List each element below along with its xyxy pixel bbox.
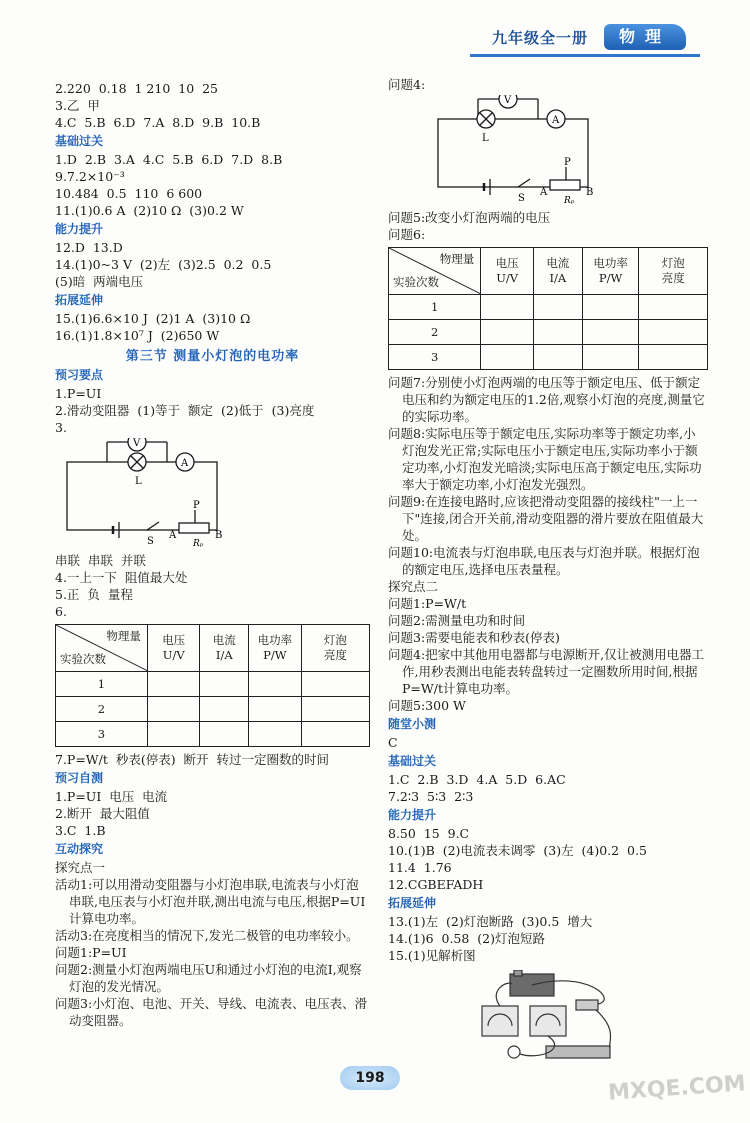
heading-ability-right: 能力提升 bbox=[388, 808, 437, 822]
answer-line: 4.一上一下 阻值最大处 bbox=[55, 570, 188, 585]
terminal-b-label: B bbox=[215, 530, 223, 541]
col-power: 电功率 bbox=[257, 633, 293, 647]
table-diag-top: 物理量 bbox=[106, 629, 141, 643]
col-brightness-unit: 亮度 bbox=[323, 648, 347, 662]
switch-label: S bbox=[147, 536, 154, 547]
answer-line: 6. bbox=[55, 604, 67, 619]
answer-line: 15.(1)6.6×10 J (2)1 A (3)10 Ω bbox=[55, 311, 251, 326]
ammeter-label: A bbox=[552, 115, 560, 126]
answer-line: 1.D 2.B 3.A 4.C 5.B 6.D 7.D 8.B bbox=[55, 152, 283, 167]
voltmeter-label: V bbox=[504, 95, 512, 106]
left-column bbox=[55, 80, 370, 1029]
col-brightness: 灯泡 bbox=[323, 633, 347, 647]
answer-line: 10.(1)B (2)电流表未调零 (3)左 (4)0.2 0.5 bbox=[388, 843, 647, 858]
answer-line: 2.220 0.18 1 210 10 25 bbox=[55, 81, 219, 96]
table-diag-bottom: 实验次数 bbox=[60, 652, 106, 666]
answer-line: 活动1:可以用滑动变阻器与小灯泡串联,电流表与小灯泡串联,电压表与小灯泡并联,测出电流与电压,根据P=UI计算电功率。 bbox=[55, 877, 366, 926]
answer-block-extend bbox=[55, 310, 370, 344]
answer-line: 问题3:需要电能表和秒表(停表) bbox=[388, 630, 560, 645]
answer-line: 活动3:在亮度相当的情况下,发光二极管的电功率较小。 bbox=[55, 928, 359, 943]
question-6-label: 问题6: bbox=[388, 227, 426, 242]
right-column bbox=[388, 76, 708, 1070]
answer-line: 13.(1)左 (2)灯泡断路 (3)0.5 增大 bbox=[388, 914, 593, 929]
answer-line: 9.7.2×10⁻³ bbox=[55, 169, 125, 184]
section-title: 第三节 测量小灯泡的电功率 bbox=[125, 349, 300, 364]
col-current: 电流 bbox=[546, 256, 570, 270]
experiment-table-right bbox=[388, 247, 708, 370]
lamp-label: L bbox=[135, 476, 142, 487]
col-voltage: 电压 bbox=[495, 256, 519, 270]
answer-line: 12.D 13.D bbox=[55, 240, 123, 255]
table-diag-bottom: 实验次数 bbox=[393, 275, 439, 289]
answer-line: 16.(1)1.8×10⁷ J (2)650 W bbox=[55, 328, 220, 343]
answer-block-extend-right bbox=[388, 913, 708, 964]
terminal-a-label: A bbox=[540, 187, 548, 198]
answer-line: 问题10:电流表与灯泡串联,电压表与灯泡并联。根据灯泡的额定电压,选择电压表量程。 bbox=[388, 545, 700, 577]
answer-line: 8.50 15 9.C bbox=[388, 826, 470, 841]
switch-label: S bbox=[518, 193, 525, 204]
table-row: 3 bbox=[389, 345, 708, 370]
answer-line: 问题9:在连接电路时,应该把滑动变阻器的接线柱"一上一下"连接,闭合开关前,滑动变阻器的滑片要放在阻值最大处。 bbox=[388, 494, 704, 543]
answer-line: 问题2:需测量电功和时间 bbox=[388, 613, 526, 628]
answer-line: 4.C 5.B 6.D 7.A 8.D 9.B 10.B bbox=[55, 115, 261, 130]
answer-line: 问题3:小灯泡、电池、开关、导线、电流表、电压表、滑动变阻器。 bbox=[55, 996, 368, 1028]
answer-line: 5.正 负 量程 bbox=[55, 587, 133, 602]
page-number: 198 bbox=[340, 1066, 400, 1090]
heading-extend: 拓展延伸 bbox=[55, 293, 104, 307]
rheostat-label: Rₚ bbox=[564, 196, 575, 206]
answer-line: 串联 串联 并联 bbox=[55, 553, 146, 568]
heading-ability: 能力提升 bbox=[55, 222, 104, 236]
answer-block-preview bbox=[55, 385, 370, 436]
answer-line: 探究点一 bbox=[55, 860, 106, 875]
answer-line: C bbox=[388, 735, 398, 750]
col-brightness: 灯泡 bbox=[661, 256, 685, 270]
answer-line: 12.CGBEFADH bbox=[388, 877, 484, 892]
answer-line: 3.C 1.B bbox=[55, 823, 106, 838]
col-current-unit: I/A bbox=[215, 648, 233, 662]
table-row: 1 bbox=[389, 295, 708, 320]
answer-line: 11.4 1.76 bbox=[388, 860, 452, 875]
heading-explore: 互动探究 bbox=[55, 842, 104, 856]
answer-block-ability bbox=[55, 239, 370, 290]
answer-block-quiz bbox=[388, 734, 708, 751]
answer-line: 问题4:把家中其他用电器都与电源断开,仅让被测用电器工作,用秒表测出电能表转盘转过一定圈数所用时间,根据P=W/t计算电功率。 bbox=[388, 647, 705, 696]
answer-line: 14.(1)0~3 V (2)左 (3)2.5 0.2 0.5 bbox=[55, 257, 272, 272]
watermark: MXQE.COM bbox=[607, 1071, 747, 1106]
answer-line: 问题7:分别使小灯泡两端的电压等于额定电压、低于额定电压和约为额定电压的1.2倍,观察小灯泡的亮度,测量它的实际功率。 bbox=[388, 375, 705, 424]
rheostat-label: Rₚ bbox=[193, 539, 204, 549]
table-diag-top: 物理量 bbox=[439, 252, 475, 266]
experiment-table-left bbox=[55, 624, 370, 747]
answer-line: 1.P=UI bbox=[55, 386, 102, 401]
question-5: 问题5:改变小灯泡两端的电压 bbox=[388, 210, 551, 225]
answer-line: (5)暗 两端电压 bbox=[55, 274, 144, 289]
answer-line: 2.滑动变阻器 (1)等于 额定 (2)低于 (3)亮度 bbox=[55, 403, 315, 418]
circuit-diagram-left bbox=[55, 438, 245, 550]
heading-basic-right: 基础过关 bbox=[388, 754, 437, 768]
col-voltage-unit: U/V bbox=[162, 648, 185, 662]
answer-line: 15.(1)见解析图 bbox=[388, 948, 476, 963]
heading-extend-right: 拓展延伸 bbox=[388, 896, 437, 910]
col-current: 电流 bbox=[212, 633, 236, 647]
voltmeter-label: V bbox=[133, 438, 141, 449]
answer-line: 3.乙 甲 bbox=[55, 98, 100, 113]
heading-quiz: 随堂小测 bbox=[388, 717, 437, 731]
heading-preview: 预习要点 bbox=[55, 368, 104, 382]
answer-block-top bbox=[55, 80, 370, 131]
col-brightness-unit: 亮度 bbox=[661, 271, 685, 285]
heading-self-test: 预习自测 bbox=[55, 771, 104, 785]
answer-line: 3. bbox=[55, 420, 67, 435]
lamp-label: L bbox=[482, 133, 489, 144]
answer-block-basic-right bbox=[388, 771, 708, 805]
table-row: 1 bbox=[56, 672, 370, 697]
answer-block-after-circuit bbox=[55, 552, 370, 620]
answer-line: 10.484 0.5 110 6 600 bbox=[55, 186, 203, 201]
col-voltage-unit: U/V bbox=[496, 271, 519, 285]
answer-block-after-table bbox=[55, 751, 370, 768]
answer-line: 问题5:300 W bbox=[388, 698, 466, 713]
answer-block-self-test bbox=[55, 788, 370, 839]
answer-line: 1.C 2.B 3.D 4.A 5.D 6.AC bbox=[388, 772, 566, 787]
header-grade: 九年级全一册 bbox=[492, 29, 589, 47]
answer-block-basic bbox=[55, 151, 370, 219]
answer-line: 探究点二 bbox=[388, 579, 439, 594]
answer-block-right-main bbox=[388, 374, 708, 714]
answer-line: 14.(1)6 0.58 (2)灯泡短路 bbox=[388, 931, 545, 946]
slider-label: P bbox=[193, 500, 200, 511]
table-row: 3 bbox=[56, 722, 370, 747]
ammeter-label: A bbox=[181, 458, 189, 469]
table-row: 2 bbox=[56, 697, 370, 722]
answer-line: 7.2∶3 5∶3 2∶3 bbox=[388, 789, 474, 804]
terminal-a-label: A bbox=[169, 530, 177, 541]
slider-label: P bbox=[564, 157, 571, 168]
answer-block-ability-right bbox=[388, 825, 708, 893]
apparatus-illustration bbox=[468, 970, 628, 1070]
heading-basic: 基础过关 bbox=[55, 134, 104, 148]
col-power-unit: P/W bbox=[598, 271, 623, 285]
circuit-diagram-right bbox=[426, 95, 626, 207]
answer-line: 11.(1)0.6 A (2)10 Ω (3)0.2 W bbox=[55, 203, 244, 218]
answer-line: 问题2:测量小灯泡两端电压U和通过小灯泡的电流I,观察灯泡的发光情况。 bbox=[55, 962, 362, 994]
answer-line: 1.P=UI 电压 电流 bbox=[55, 789, 168, 804]
table-row: 2 bbox=[389, 320, 708, 345]
col-power-unit: P/W bbox=[263, 648, 287, 662]
answer-line: 7.P=W/t 秒表(停表) 断开 转过一定圈数的时间 bbox=[55, 752, 329, 767]
answer-line: 2.断开 最大阻值 bbox=[55, 806, 150, 821]
answer-line: 问题1:P=UI bbox=[55, 945, 127, 960]
col-current-unit: I/A bbox=[549, 271, 567, 285]
col-power: 电功率 bbox=[593, 256, 628, 270]
terminal-b-label: B bbox=[586, 187, 594, 198]
header-subject-badge: 物理 bbox=[604, 24, 686, 50]
answer-line: 问题1:P=W/t bbox=[388, 596, 467, 611]
question-4-label: 问题4: bbox=[388, 77, 426, 92]
col-voltage: 电压 bbox=[162, 633, 186, 647]
answer-line: 问题8:实际电压等于额定电压,实际功率等于额定功率,小灯泡发光正常;实际电压小于额定电压,实际功率小于额定功率,小灯泡发光暗淡;实际电压高于额定电压,实际功率大于额定功率,小灯泡发光强烈。 bbox=[388, 426, 702, 492]
answer-block-explore bbox=[55, 859, 370, 1029]
